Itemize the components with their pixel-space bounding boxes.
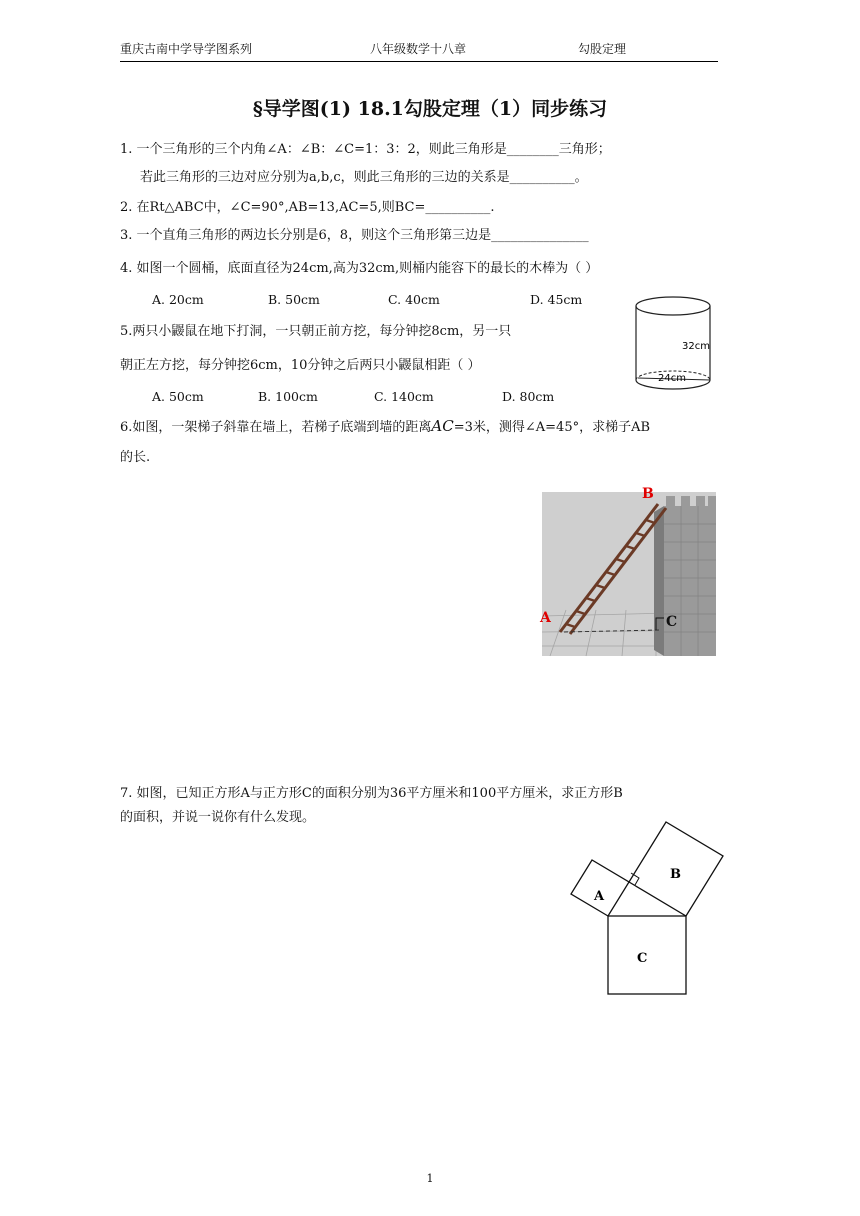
question-5-line1: 5.两只小鼹鼠在地下打洞，一只朝正前方挖，每分钟挖8cm，另一只 — [120, 324, 512, 339]
question-5-option-d: D. 80cm — [502, 389, 555, 404]
question-4-option-c: C. 40cm — [388, 292, 440, 307]
question-7-line1: 7. 如图，已知正方形A与正方形C的面积分别为36平方厘米和100平方厘米，求正方形B — [120, 786, 623, 801]
question-6-text-b: =3米，测得∠A=45°，求梯子AB — [453, 420, 651, 435]
cylinder-figure — [630, 292, 720, 392]
header-right: 勾股定理 — [578, 42, 627, 56]
question-1-line1: 1. 一个三角形的三个内角∠A：∠B：∠C=1：3：2，则此三角形是________三角形； — [120, 142, 611, 157]
ladder-label-b: B — [642, 486, 654, 502]
question-3: 3. 一个直角三角形的两边长分别是6，8，则这个三角形第三边是_______________ — [120, 228, 589, 243]
ladder-label-c: C — [666, 614, 678, 630]
square-b-label: B — [670, 867, 681, 882]
square-a-label: A — [594, 889, 605, 904]
header-center: 八年级数学十八章 — [370, 42, 467, 56]
ladder-label-a: A — [540, 610, 551, 626]
page-title: §导学图(1) 18.1勾股定理（1）同步练习 — [252, 98, 608, 120]
question-1-line2: 若此三角形的三边对应分别为a,b,c，则此三角形的三边的关系是__________。 — [140, 170, 588, 185]
question-6-line2: 的长. — [120, 450, 151, 465]
header-left: 重庆古南中学导学图系列 — [120, 42, 253, 56]
cylinder-height-label: 32cm — [682, 341, 710, 352]
question-2: 2. 在Rt△ABC中，∠C=90°,AB=13,AC=5,则BC=__________. — [120, 200, 495, 215]
question-4: 4. 如图一个圆桶，底面直径为24cm,高为32cm,则桶内能容下的最长的木棒为（ ） — [120, 261, 599, 276]
question-4-option-a: A. 20cm — [152, 292, 204, 307]
header-divider — [120, 61, 718, 62]
question-6-line1 — [120, 416, 650, 435]
ladder-figure — [536, 484, 720, 660]
cylinder-diameter-label: 24cm — [658, 373, 686, 384]
question-5-option-c: C. 140cm — [374, 389, 434, 404]
question-6-text-a: 6.如图，一架梯子斜靠在墙上，若梯子底端到墙的距离 — [120, 420, 432, 435]
question-5-line2: 朝正左方挖，每分钟挖6cm，10分钟之后两只小鼹鼠相距（ ） — [120, 358, 481, 373]
page-number: 1 — [426, 1172, 434, 1185]
square-c-label: C — [637, 951, 648, 966]
question-6-ac: AC — [431, 417, 454, 435]
question-4-option-b: B. 50cm — [268, 292, 320, 307]
question-7-line2: 的面积，并说一说你有什么发现。 — [120, 810, 316, 825]
pythagoras-squares-figure — [560, 820, 730, 1000]
question-5-option-b: B. 100cm — [258, 389, 318, 404]
question-4-option-d: D. 45cm — [530, 292, 583, 307]
question-5-option-a: A. 50cm — [152, 389, 204, 404]
